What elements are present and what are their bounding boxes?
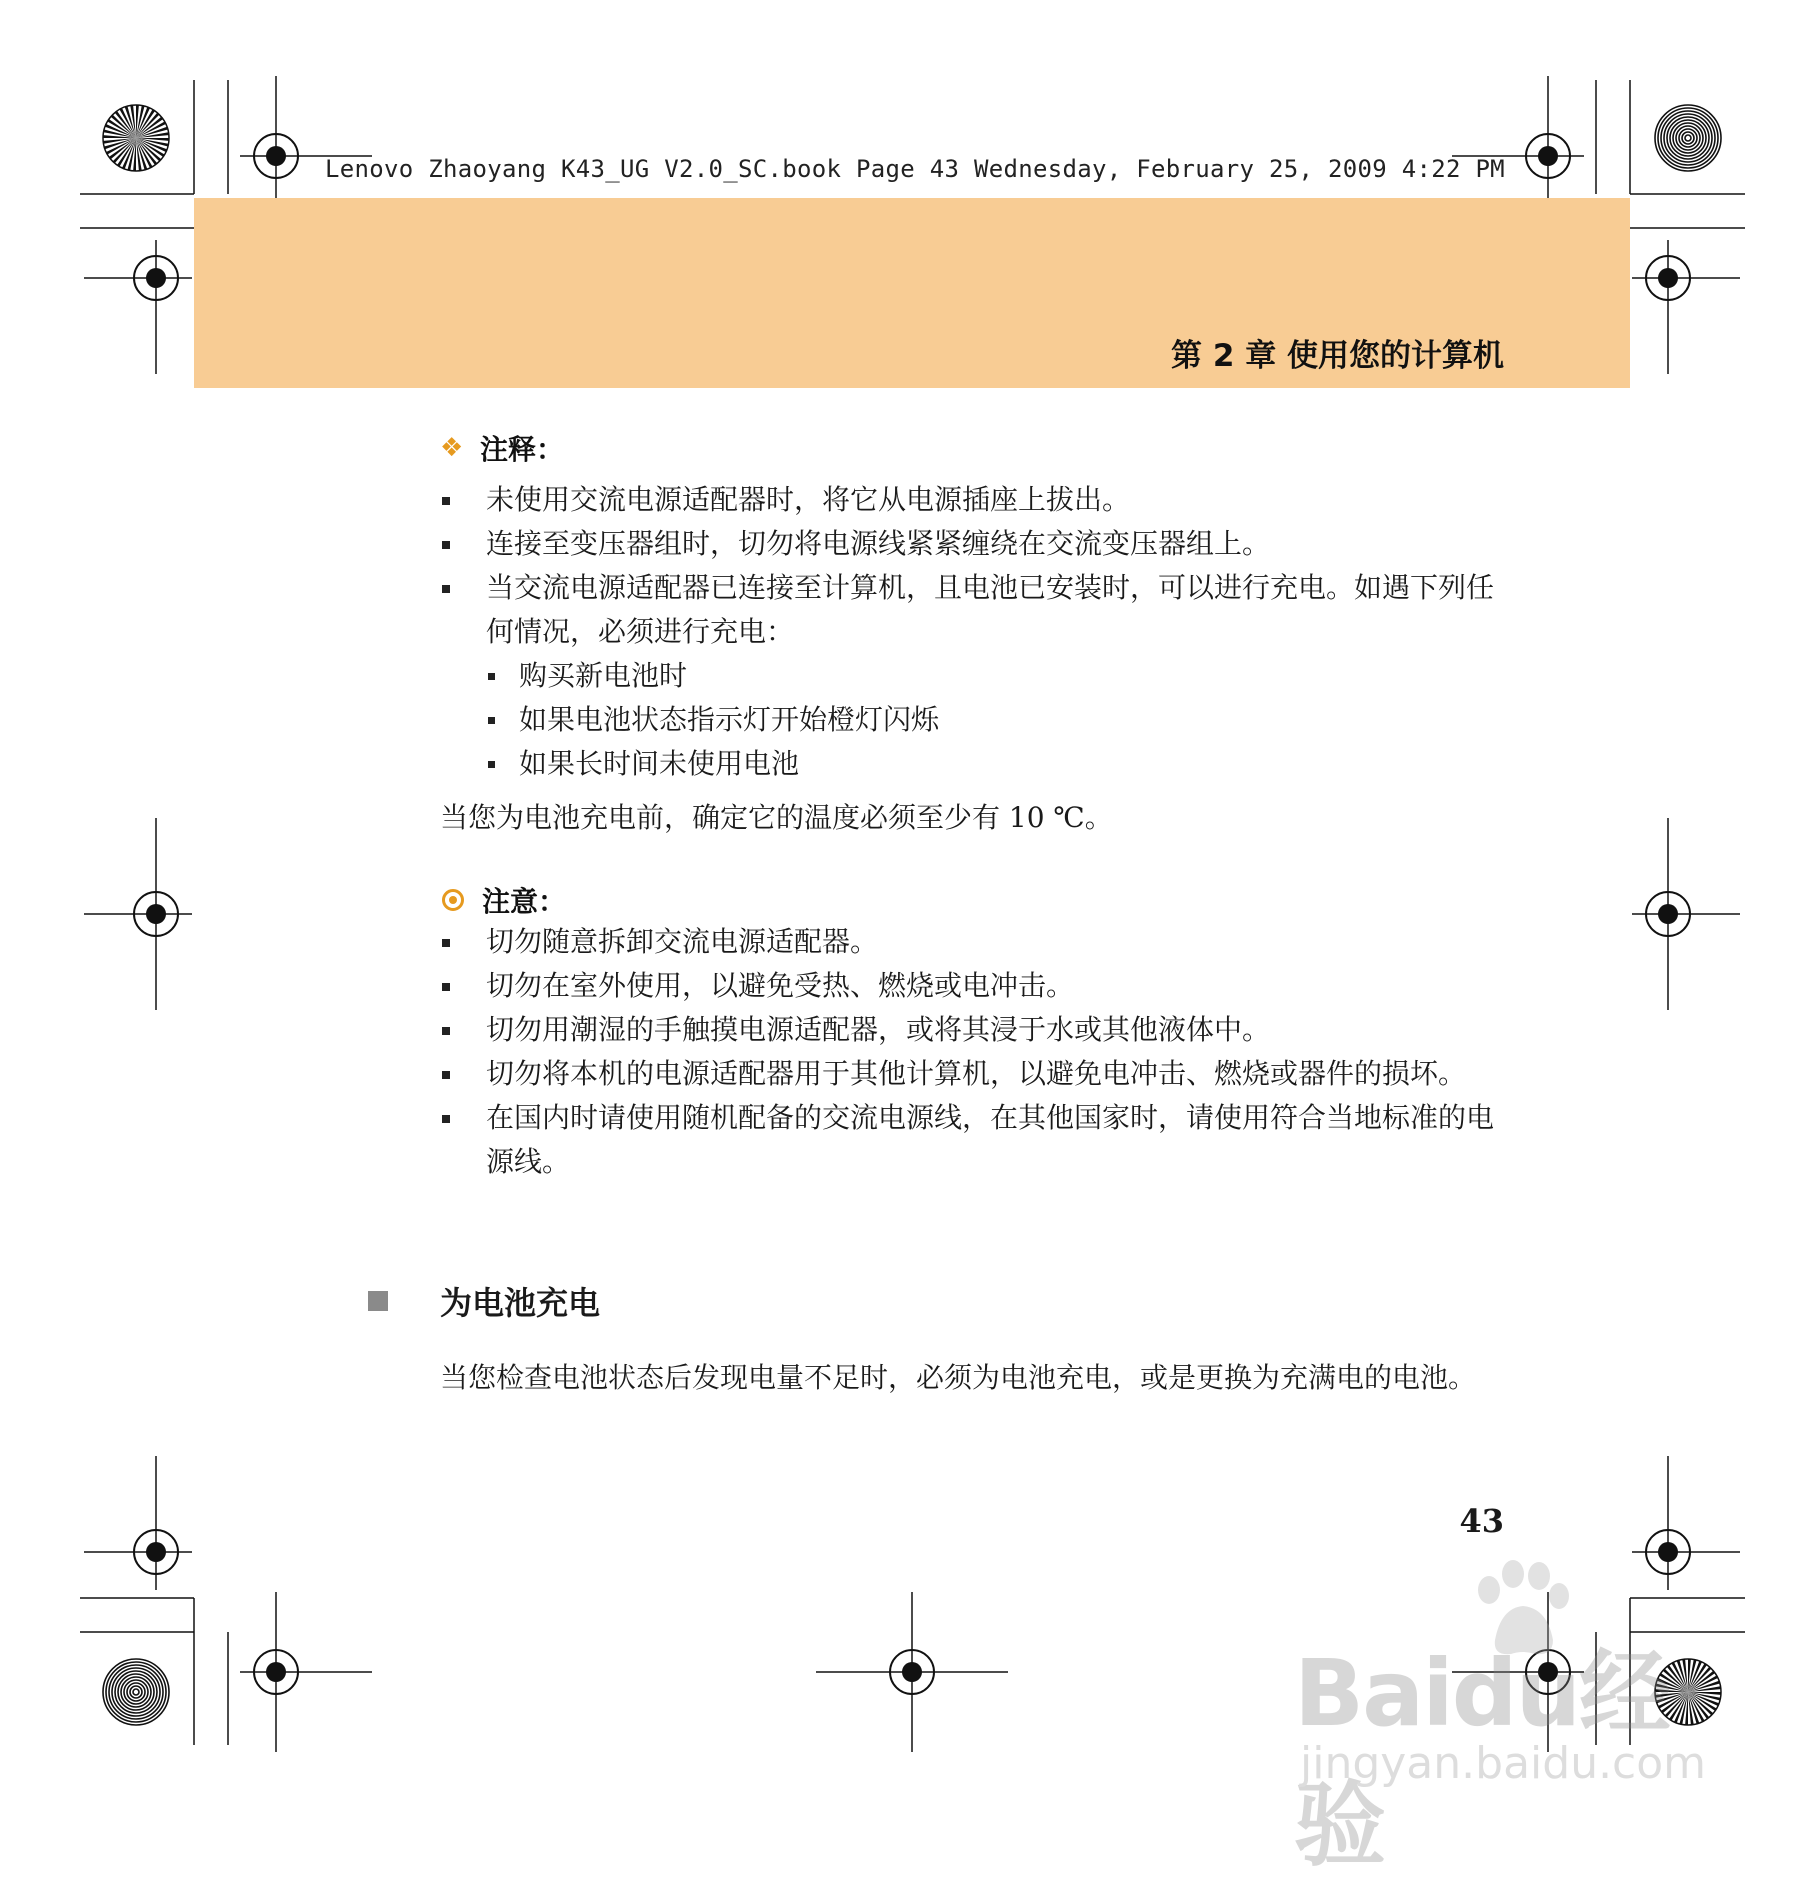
note-list [440, 478, 1500, 786]
caution-item: 切勿在室外使用，以避免受热、燃烧或电冲击。 [440, 964, 1500, 1008]
concentric-target-icon [1655, 105, 1721, 171]
note-title: 注释： [480, 433, 565, 466]
caution-item: 切勿用潮湿的手触摸电源适配器，或将其浸于水或其他液体中。 [440, 1008, 1500, 1052]
note-heading [440, 428, 564, 468]
section-body: 当您检查电池状态后发现电量不足时，必须为电池充电，或是更换为充满电的电池。 [440, 1361, 1477, 1394]
note-item [440, 566, 1500, 786]
watermark-brand: Baidu经验 [1294, 1640, 1670, 1879]
note-sub-item: 如果长时间未使用电池 [486, 742, 1500, 786]
square-marker-icon [368, 1291, 388, 1311]
note-item: 连接至变压器组时，切勿将电源线紧紧缠绕在交流变压器组上。 [440, 522, 1500, 566]
starburst-target-icon [103, 105, 169, 171]
print-slug-header: Lenovo Zhaoyang K43_UG V2.0_SC.book Page 43 Wednesday, February 25, 2009 4:22 PM [325, 155, 1505, 183]
target-circle-icon [442, 889, 464, 911]
note-item: 未使用交流电源适配器时，将它从电源插座上拔出。 [440, 478, 1500, 522]
caution-list [440, 920, 1500, 1184]
caution-item: 切勿将本机的电源适配器用于其他计算机，以避免电冲击、燃烧或器件的损坏。 [440, 1052, 1500, 1096]
caution-heading [440, 880, 566, 920]
diamond-cluster-icon: ❖ [440, 433, 464, 463]
caution-item: 在国内时请使用随机配备的交流电源线，在其他国家时，请使用符合当地标准的电源线。 [440, 1096, 1500, 1184]
starburst-target-icon [1655, 1659, 1721, 1725]
concentric-target-icon [103, 1659, 169, 1725]
page-number: 43 [1459, 1502, 1504, 1540]
note-sub-item: 如果电池状态指示灯开始橙灯闪烁 [486, 698, 1500, 742]
note-sub-item: 购买新电池时 [486, 654, 1500, 698]
section-title: 为电池充电 [440, 1284, 601, 1322]
section-heading [368, 1278, 600, 1324]
chapter-title: 第 2 章 使用您的计算机 [1171, 338, 1504, 374]
caution-title: 注意： [482, 885, 567, 918]
note-item-text: 当交流电源适配器已连接至计算机，且电池已安装时，可以进行充电。如遇下列任何情况，必须进行充电： [486, 571, 1495, 648]
note-sub-list [486, 654, 1500, 786]
watermark-url: jingyan.baidu.com [1300, 1738, 1707, 1789]
caution-item: 切勿随意拆卸交流电源适配器。 [440, 920, 1500, 964]
temperature-note: 当您为电池充电前，确定它的温度必须至少有 10 ℃。 [440, 801, 1113, 834]
